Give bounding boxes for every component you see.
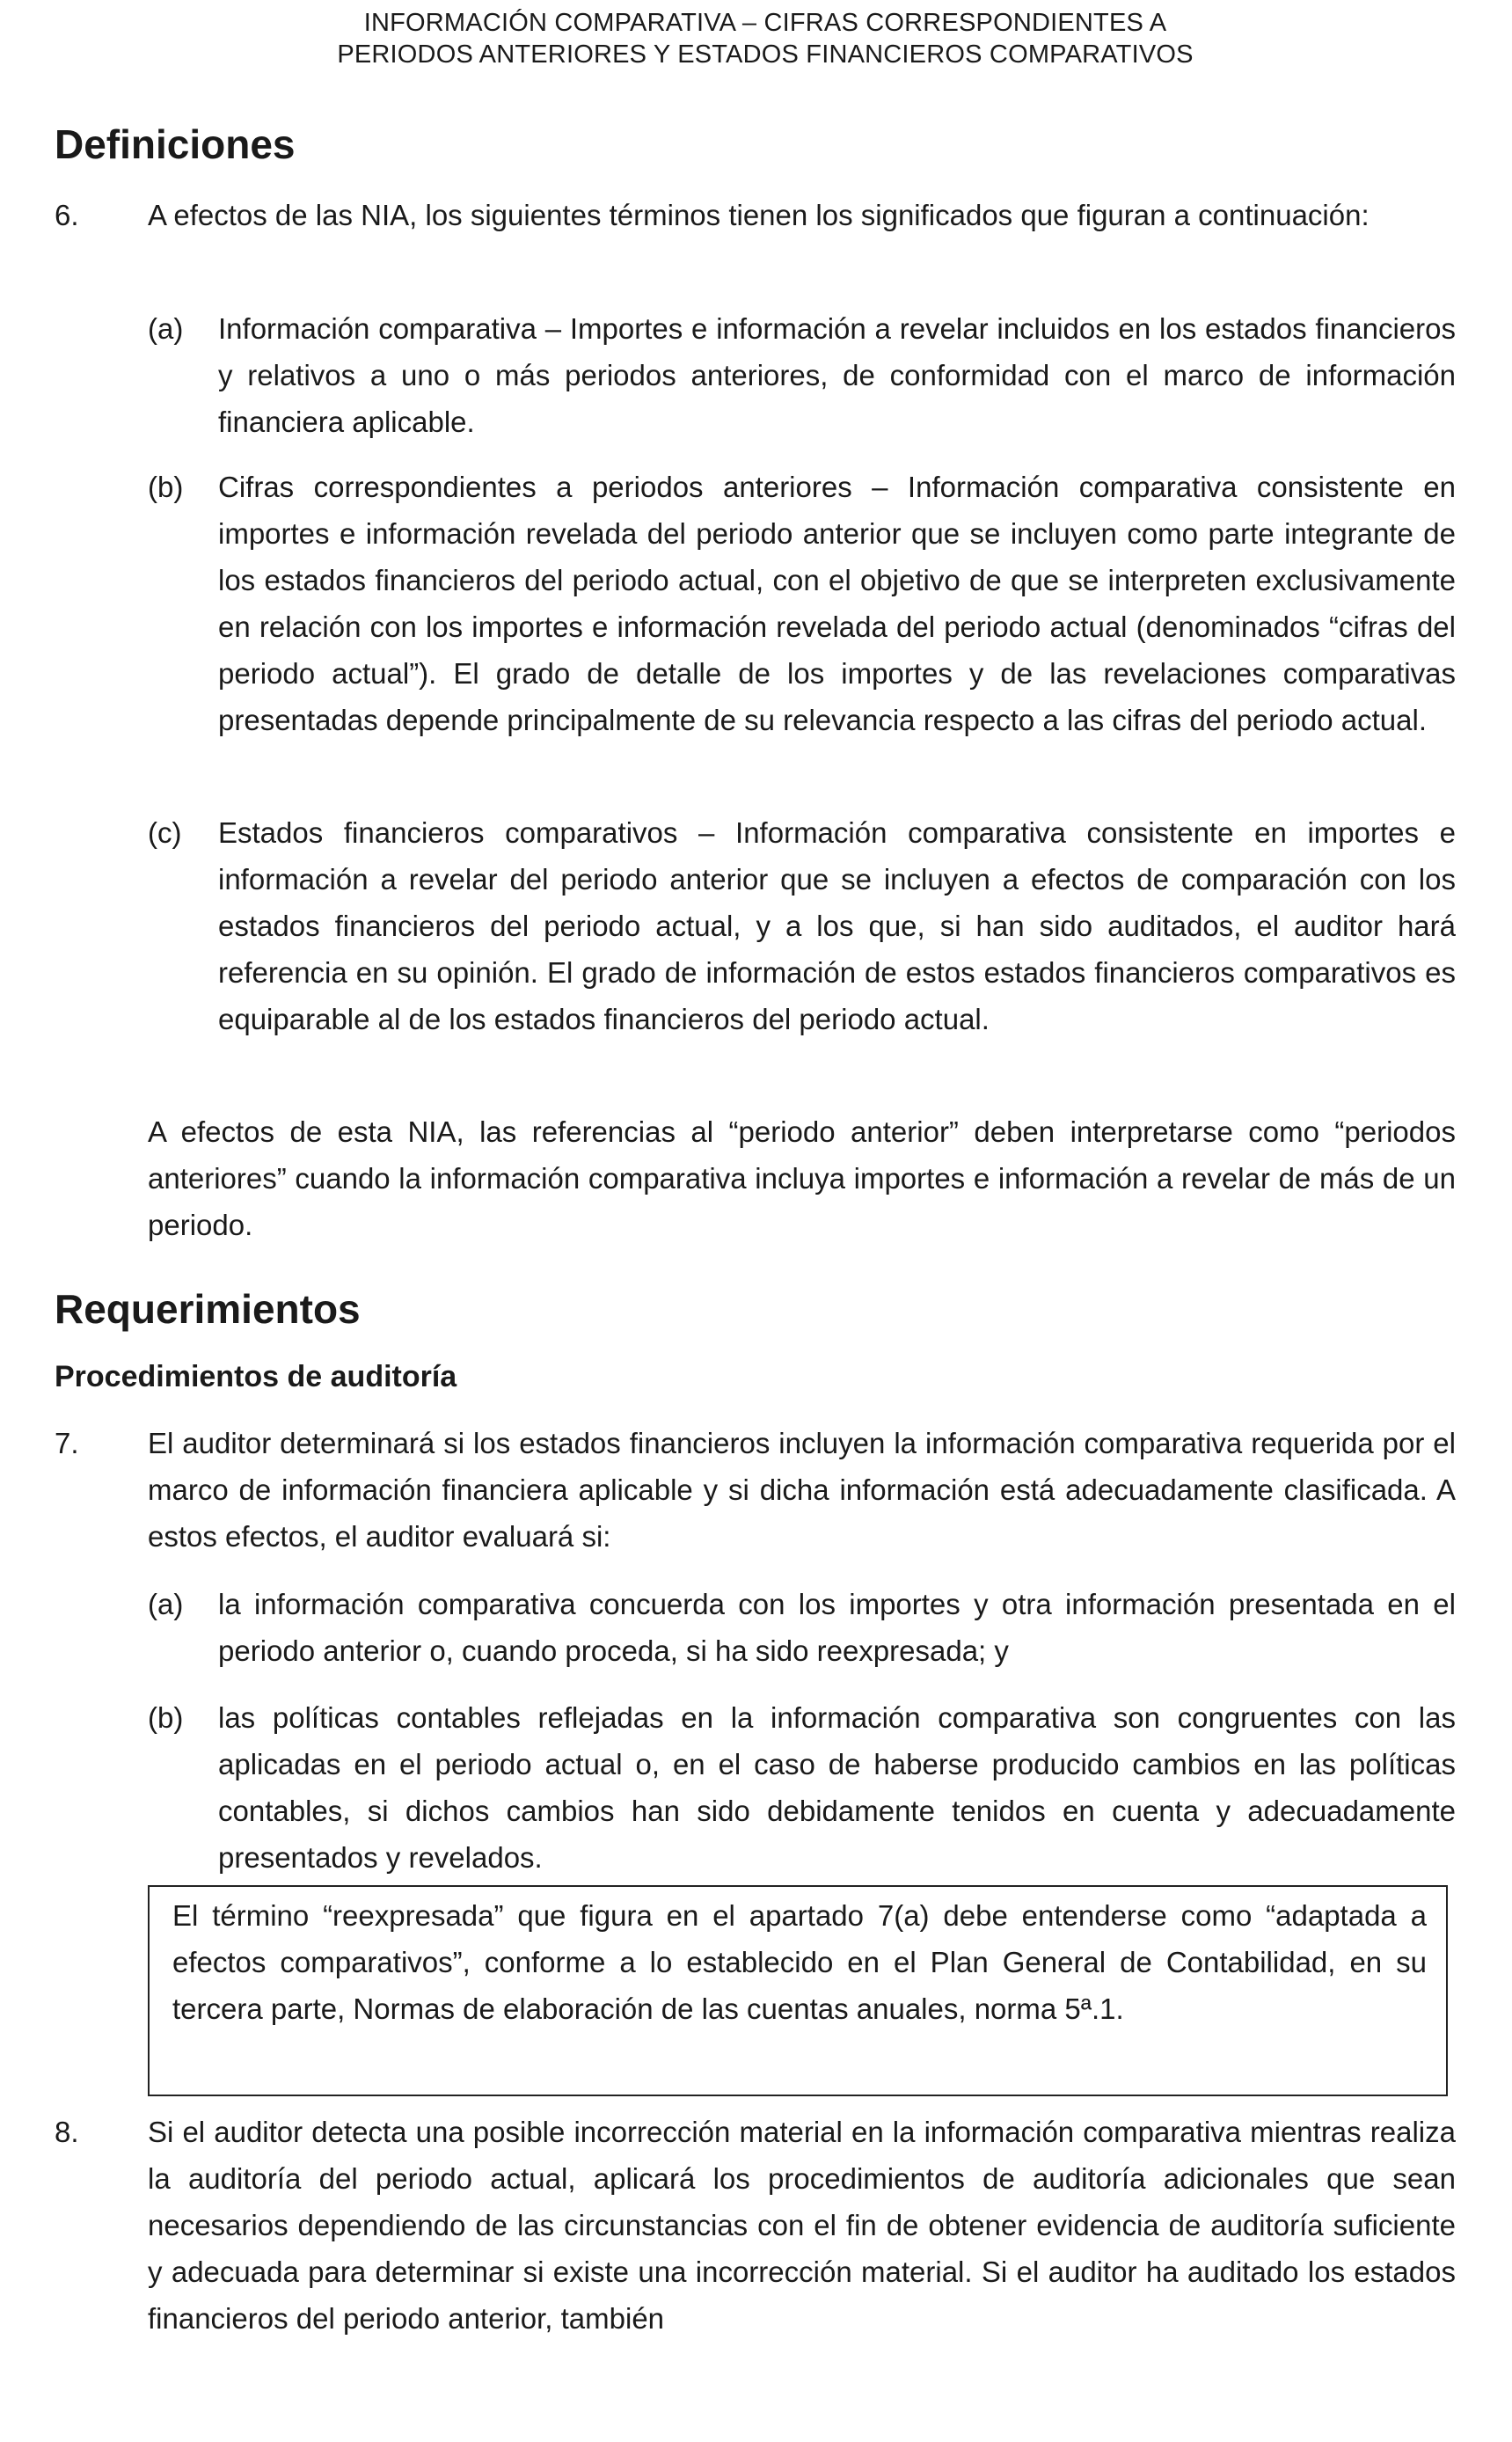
paragraph-7 xyxy=(55,1420,1456,1560)
running-header-line-1: INFORMACIÓN COMPARATIVA – CIFRAS CORRESPONDIENTES A xyxy=(363,9,1167,37)
definition-item-c xyxy=(148,809,1456,1042)
item-text: Información comparativa – Importes e información a revelar incluidos en los estados financieros y relativos a uno o más periodos anteriores, de conformidad con el marco de información financiera aplicable. xyxy=(218,312,1456,438)
paragraph-number: 7. xyxy=(55,1427,79,1459)
paragraph-text: A efectos de las NIA, los siguientes términos tienen los significados que figuran a continuación: xyxy=(148,199,1370,231)
paragraph-6 xyxy=(55,192,1456,238)
definitions-closing-paragraph: A efectos de esta NIA, las referencias al “periodo anterior” deben interpretarse como “periodos anteriores” cuando la información comparativa incluya importes e información a revelar de más de un periodo. xyxy=(148,1115,1456,1241)
paragraph-text: Si el auditor detecta una posible incorrección material en la información comparativa mientras realiza la auditoría del periodo actual, aplicará los procedimientos de auditoría adicionales que sean necesarios dependiendo de las circunstancias con el fin de obtener evidencia de auditoría suficiente y adecuada para determinar si existe una incorrección material. Si el auditor ha auditado los estados financieros del periodo anterior, también xyxy=(148,2116,1456,2335)
item-label: (c) xyxy=(148,816,182,849)
paragraph-number: 8. xyxy=(55,2116,79,2148)
paragraph-number: 6. xyxy=(55,199,79,231)
item-label: (b) xyxy=(148,1701,184,1734)
requirement-item-a xyxy=(148,1581,1456,1674)
item-text: las políticas contables reflejadas en la información comparativa son congruentes con las aplicadas en el periodo actual o, en el caso de haberse producido cambios en las políticas contables, si dichos cambios han sido debidamente tenidos en cuenta y adecuadamente presentados y revelados. xyxy=(218,1701,1456,1874)
section-heading-definiciones: Definiciones xyxy=(55,121,296,167)
item-label: (b) xyxy=(148,471,184,503)
item-text: la información comparativa concuerda con los importes y otra información presentada en el periodo anterior o, cuando proceda, si ha sido reexpresada; y xyxy=(218,1588,1456,1667)
paragraph-text: El auditor determinará si los estados financieros incluyen la información comparativa requerida por el marco de información financiera aplicable y si dicha información está adecuadamente clasificada. A estos efectos, el auditor evaluará si: xyxy=(148,1427,1456,1553)
definition-item-b xyxy=(148,464,1456,743)
requirement-item-b xyxy=(148,1694,1456,1881)
item-label: (a) xyxy=(148,312,184,345)
definition-item-a xyxy=(148,305,1456,445)
subheading-procedimientos: Procedimientos de auditoría xyxy=(55,1360,457,1393)
section-heading-requerimientos: Requerimientos xyxy=(55,1286,361,1332)
paragraph-8 xyxy=(55,2109,1456,2342)
national-note-box: El término “reexpresada” que figura en el apartado 7(a) debe entenderse como “adaptada a efectos comparativos”, conforme a lo establecido en el Plan General de Contabilidad, en su tercera parte, Normas de elaboración de las cuentas anuales, norma 5ª.1. xyxy=(148,1885,1448,2096)
item-label: (a) xyxy=(148,1588,184,1620)
running-header xyxy=(264,7,1267,70)
running-header-line-2: PERIODOS ANTERIORES Y ESTADOS FINANCIEROS COMPARATIVOS xyxy=(337,40,1194,69)
item-text: Cifras correspondientes a periodos anteriores – Información comparativa consistente en importes e información revelada del periodo anterior que se incluyen como parte integrante de los estados financieros del periodo actual, con el objetivo de que se interpreten exclusivamente en relación con los importes e información revelada del periodo actual (denominados “cifras del periodo actual”). El grado de detalle de los importes y de las revelaciones comparativas presentadas depende principalmente de su relevancia respecto a las cifras del periodo actual. xyxy=(218,471,1456,736)
item-text: Estados financieros comparativos – Información comparativa consistente en importes e información a revelar del periodo anterior que se incluyen a efectos de comparación con los estados financieros del periodo actual, y a los que, si han sido auditados, el auditor hará referencia en su opinión. El grado de información de estos estados financieros comparativos es equiparable al de los estados financieros del periodo actual. xyxy=(218,816,1456,1035)
